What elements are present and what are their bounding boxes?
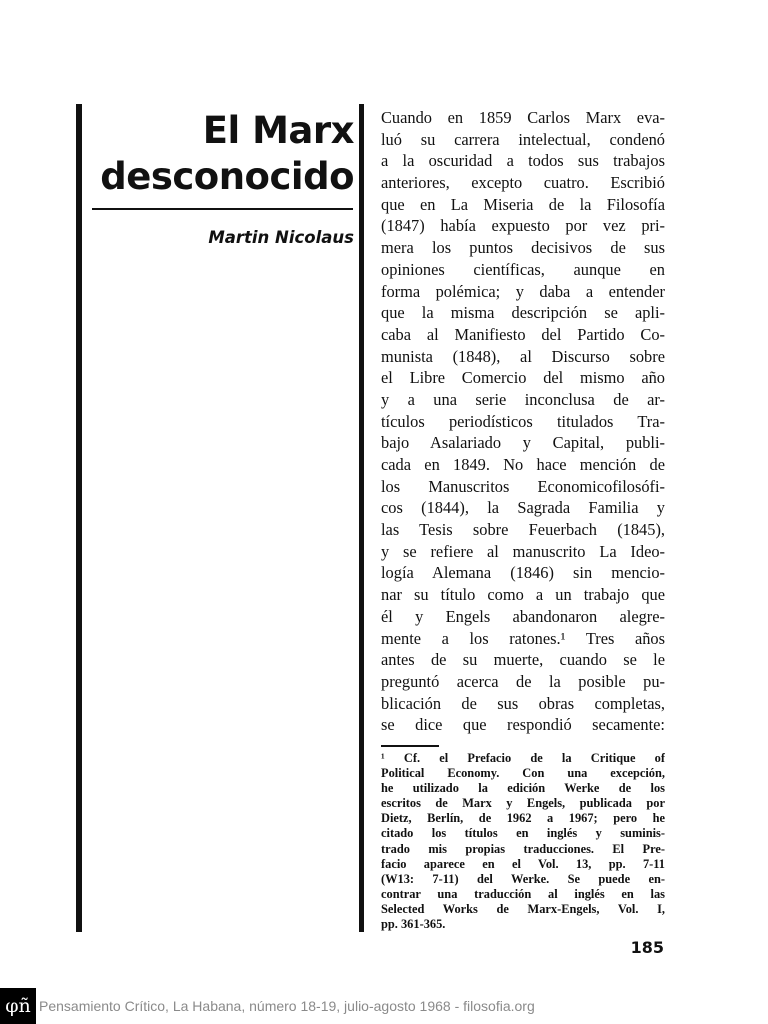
- footnote-line: ¹ Cf. el Prefacio de la Critique of: [381, 751, 665, 765]
- body-line: los Manuscritos Economicofilosófi-: [381, 476, 665, 496]
- body-line: él y Engels abandonaron alegre-: [381, 606, 665, 626]
- column-divider-rule: [359, 104, 364, 932]
- body-line: y a una serie inconclusa de ar-: [381, 389, 665, 409]
- body-text: [381, 107, 665, 736]
- body-line: Cuando en 1859 Carlos Marx eva-: [381, 108, 665, 127]
- footnote-line: escritos de Marx y Engels, publicada por: [381, 796, 665, 811]
- left-vertical-rule: [76, 104, 82, 932]
- body-line: nar su título como a un trabajo que: [381, 585, 665, 605]
- body-line: blicación de sus obras completas,: [381, 693, 665, 713]
- body-line: luó su carrera intelectual, condenó: [381, 129, 665, 149]
- body-line: tículos periodísticos titulados Tra-: [381, 411, 665, 431]
- body-line: preguntó acerca de la posible pu-: [381, 671, 665, 691]
- source-footer: [0, 988, 768, 1024]
- body-line: cada en 1849. No hace mención de: [381, 455, 665, 474]
- body-line: forma polémica; y daba a entender: [381, 281, 665, 301]
- footnote-line: contrar una traducción al inglés en las: [381, 886, 665, 901]
- body-line: el Libre Comercio del mismo año: [381, 368, 665, 388]
- body-line: opiniones científicas, aunque en: [381, 259, 665, 279]
- body-line: a la oscuridad a todos sus trabajos: [381, 151, 665, 171]
- body-line: anteriores, excepto cuatro. Escribió: [381, 173, 665, 193]
- body-line: que en La Miseria de la Filosofía: [381, 194, 665, 214]
- body-line: mente a los ratones.¹ Tres años: [381, 628, 665, 648]
- footnote-line: (W13: 7-11) del Werke. Se puede en-: [381, 871, 665, 886]
- body-line: bajo Asalariado y Capital, publi-: [381, 433, 665, 453]
- footnote-separator: [381, 745, 439, 747]
- body-line: munista (1848), al Discurso sobre: [381, 346, 665, 366]
- body-line: y se refiere al manuscrito La Ideo-: [381, 541, 665, 561]
- footnote-line: pp. 361-365.: [381, 917, 446, 932]
- footnote-line: Political Economy. Con una excepción,: [381, 766, 665, 781]
- filosofia-logo-icon[interactable]: φñ: [0, 988, 36, 1024]
- body-line: que la misma descripción se apli-: [381, 303, 665, 323]
- body-line: logía Alemana (1846) sin mencio-: [381, 563, 665, 583]
- title-line-2: desconocido: [100, 155, 354, 198]
- footnote-line: Selected Works de Marx-Engels, Vol. I,: [381, 901, 665, 916]
- article-title: [92, 108, 354, 200]
- body-line: caba al Manifiesto del Partido Co-: [381, 324, 665, 344]
- footnote-line: he utilizado la edición Werke de los: [381, 781, 665, 796]
- footnote-line: facio aparece en el Vol. 13, pp. 7-11: [381, 856, 665, 871]
- title-underline: [92, 208, 353, 210]
- body-line: mera los puntos decisivos de sus: [381, 238, 665, 258]
- title-line-1: El Marx: [202, 109, 354, 152]
- body-line: cos (1844), la Sagrada Familia y: [381, 498, 665, 518]
- page-number: 185: [630, 938, 664, 957]
- body-line: antes de su muerte, cuando se le: [381, 650, 665, 670]
- footer-source-link[interactable]: Pensamiento Crítico, La Habana, número 18-19, julio-agosto 1968 - filosofia.org: [39, 998, 535, 1014]
- author-name: Martin Nicolaus: [208, 228, 354, 247]
- body-line: las Tesis sobre Feuerbach (1845),: [381, 520, 665, 540]
- body-line: se dice que respondió secamente:: [381, 715, 665, 735]
- footnote: [381, 751, 665, 932]
- footnote-line: citado los títulos en inglés y suminis-: [381, 826, 665, 841]
- footnote-line: trado mis propias traducciones. El Pre-: [381, 841, 665, 856]
- footnote-line: Dietz, Berlín, de 1962 a 1967; pero he: [381, 811, 665, 826]
- body-line: (1847) había expuesto por vez pri-: [381, 216, 665, 236]
